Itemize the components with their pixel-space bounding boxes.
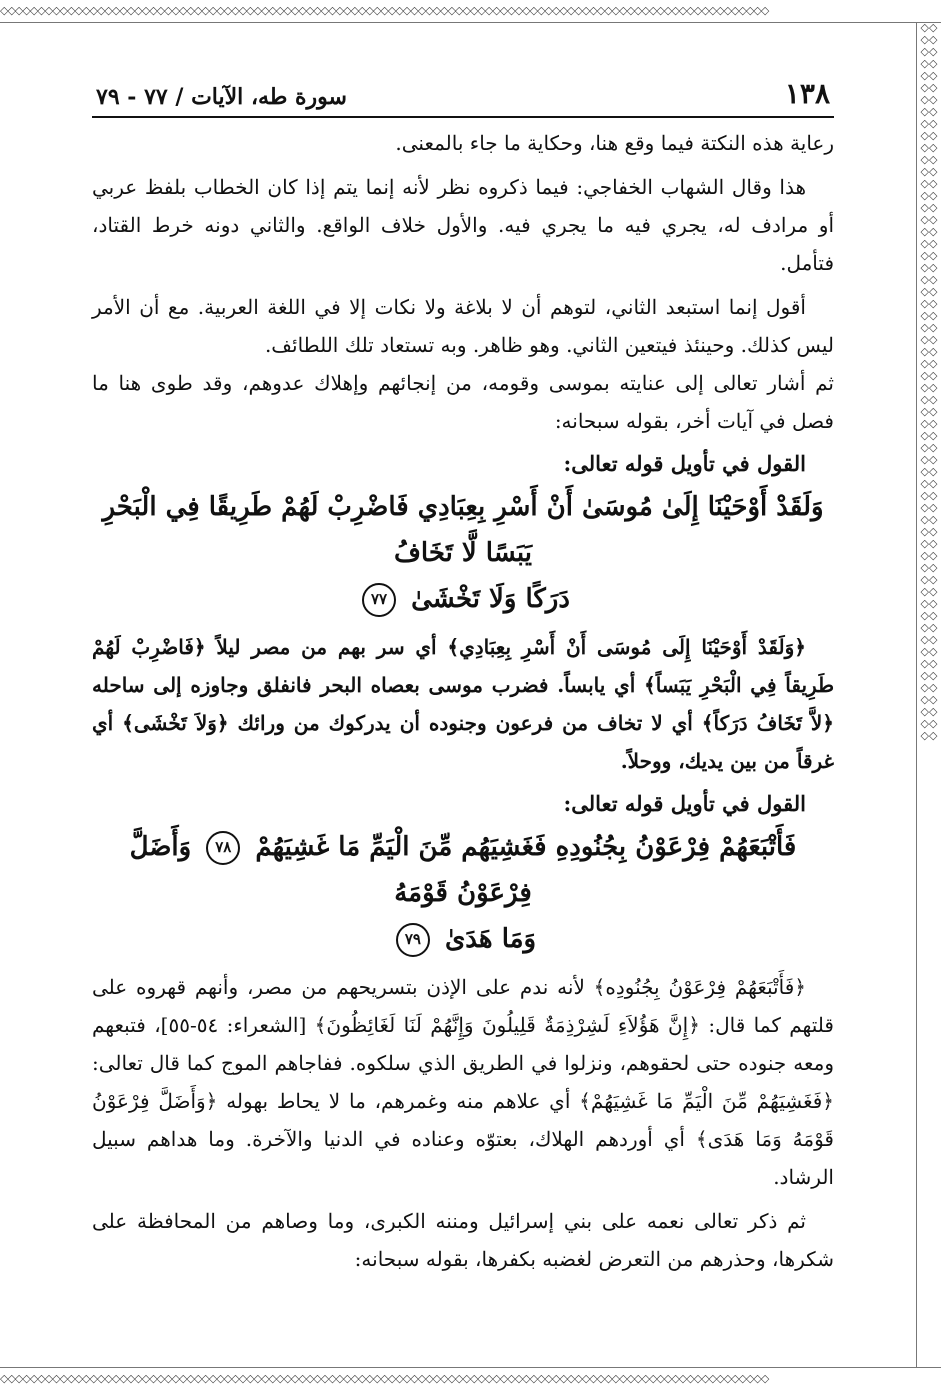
page-number: ١٣٨ [784, 77, 830, 110]
verse-77-line-1: وَلَقَدْ أَوْحَيْنَا إِلَىٰ مُوسَىٰ أَنْ أَسْرِ بِعِبَادِي فَاضْرِبْ لَهُمْ طَرِيقًا فِي الْبَحْرِ يَبَسًا لَّا تَخَافُ [102, 492, 824, 568]
verse-78-79-line-1 [92, 824, 834, 916]
section-heading-1: القول في تأويل قوله تعالى: [563, 451, 806, 476]
paragraph-3: أقول إنما استبعد الثاني، لتوهم أن لا بلاغة ولا نكات إلا في اللغة العربية. مع أن الأمر ليس كذلك. وحينئذ فيتعين الثاني. وهو ظاهر. وبه تستعاد تلك اللطائف. [92, 295, 834, 357]
verse-77-line-2 [92, 576, 834, 622]
paragraph-4: ثم أشار تعالى إلى عنايته بموسى وقومه، من إنجائهم وإهلاك عدوهم، وقد طوى هنا ما فصل في آيات أخر، بقوله سبحانه: [92, 371, 834, 433]
verse-79-text-b: وَمَا هَدَىٰ [444, 924, 537, 954]
running-header [92, 60, 834, 118]
page-body [92, 60, 834, 1278]
verse-number-78: ٧٨ [206, 831, 240, 865]
verse-77-text: دَرَكًا وَلَا تَخْشَىٰ [411, 584, 570, 614]
paragraph-closing: ثم ذكر تعالى نعمه على بني إسرائيل ومننه الكبرى، وما وصاهم من المحافظة على شكرها، وحذرهم من التعرض لغضبه بكفرها، بقوله سبحانه: [92, 1209, 834, 1271]
verse-number-77: ٧٧ [362, 583, 396, 617]
verse-79-line-2 [92, 916, 834, 962]
paragraph-2: هذا وقال الشهاب الخفاجي: فيما ذكروه نظر لأنه إنما يتم إذا كان الخطاب بلفظ عربي أو مرادف له، يجري فيه ما يجري فيه. والأول خلاف الواقع. والثاني دونه خرط القتاد، فتأمل. [92, 175, 835, 275]
decorative-border-right: ◇◇◇◇◇◇◇◇◇◇◇◇◇◇◇◇◇◇◇◇◇◇◇◇◇◇◇◇◇◇◇◇◇◇◇◇◇◇◇◇◇◇◇◇◇◇◇◇◇◇◇◇◇◇◇◇◇◇◇◇◇◇◇◇◇◇◇◇◇◇◇◇◇◇◇◇◇◇◇◇◇◇◇◇◇◇◇◇◇◇◇◇◇◇◇◇◇◇◇◇◇◇◇◇◇◇◇◇◇◇◇◇◇◇◇◇◇◇◇◇ [916, 22, 941, 1368]
section-heading-2: القول في تأويل قوله تعالى: [563, 791, 806, 816]
decorative-border-bottom: ◇◇◇◇◇◇◇◇◇◇◇◇◇◇◇◇◇◇◇◇◇◇◇◇◇◇◇◇◇◇◇◇◇◇◇◇◇◇◇◇◇◇◇◇◇◇◇◇◇◇◇◇◇◇◇◇◇◇◇◇◇◇◇◇◇◇◇◇◇◇◇◇◇◇◇◇◇◇◇◇◇◇◇◇◇◇◇◇◇◇◇◇◇◇◇◇◇◇◇◇◇◇◇ [0, 1367, 941, 1390]
paragraph-1: رعاية هذه النكتة فيما وقع هنا، وحكاية ما جاء بالمعنى. [395, 131, 834, 155]
decorative-border-top: ◇◇◇◇◇◇◇◇◇◇◇◇◇◇◇◇◇◇◇◇◇◇◇◇◇◇◇◇◇◇◇◇◇◇◇◇◇◇◇◇◇◇◇◇◇◇◇◇◇◇◇◇◇◇◇◇◇◇◇◇◇◇◇◇◇◇◇◇◇◇◇◇◇◇◇◇◇◇◇◇◇◇◇◇◇◇◇◇◇◇◇◇◇◇◇◇◇◇◇◇◇◇◇ [0, 0, 941, 23]
verse-79-text-a: وَأَضَلَّ فِرْعَوْنُ قَوْمَهُ [129, 832, 532, 908]
header-title: سورة طه، الآيات / ٧٧ - ٧٩ [96, 84, 347, 110]
verse-number-79: ٧٩ [396, 923, 430, 957]
commentary-78-79: ﴿فَأَتْبَعَهُمْ فِرْعَوْنُ بِجُنُودِه﴾ لأنه ندم على الإذن بتسريحهم من مصر، وأنهم قهروه على قلتهم كما قال: ﴿إِنَّ هَؤُلاَءِ لَشِرْذِمَةٌ قَلِيلُونَ وَإِنَّهُمْ لَنَا لَغَائِظُونَ﴾ [الشعراء: ٥٤-٥٥]، فتبعهم ومعه جنوده حتى لحقوهم، ونزلوا في الطريق الذي سلكوه. ففاجاهم الموج كما قال تعالى: ﴿فَغَشِيَهُمْ مِّنَ الْيَمِّ مَا غَشِيَهُمْ﴾ أي علاهم منه وغمرهم، ما لا يحاط بهوله ﴿وَأَضَلَّ فِرْعَوْنُ قَوْمَهُ وَمَا هَدَى﴾ أي أوردهم الهلاك، بعتوّه وعناده في الدنيا والآخرة. وما هداهم سبيل الرشاد. [92, 975, 834, 1189]
verse-78-text: فَأَتْبَعَهُمْ فِرْعَوْنُ بِجُنُودِهِ فَغَشِيَهُم مِّنَ الْيَمِّ مَا غَشِيَهُمْ [255, 832, 797, 862]
commentary-77: ﴿وَلَقَدْ أَوْحَيْنَا إِلَى مُوسَى أَنْ أَسْرِ بِعِبَادِي﴾ أي سر بهم من مصر ليلاً ﴿فَاضْرِبْ لَهُمْ طَرِيقاً فِي الْبَحْرِ يَبَساً﴾ أي يابساً. فضرب موسى بعصاه البحر فانفلق وجاوزه إلى ساحله ﴿لاَّ تَخَافُ دَرَكاً﴾ أي لا تخاف من فرعون وجنوده أن يدركوك من ورائك ﴿وَلاَ تَخْشَى﴾ أي غرقاً من بين يديك، ووحلاً. [92, 635, 834, 773]
